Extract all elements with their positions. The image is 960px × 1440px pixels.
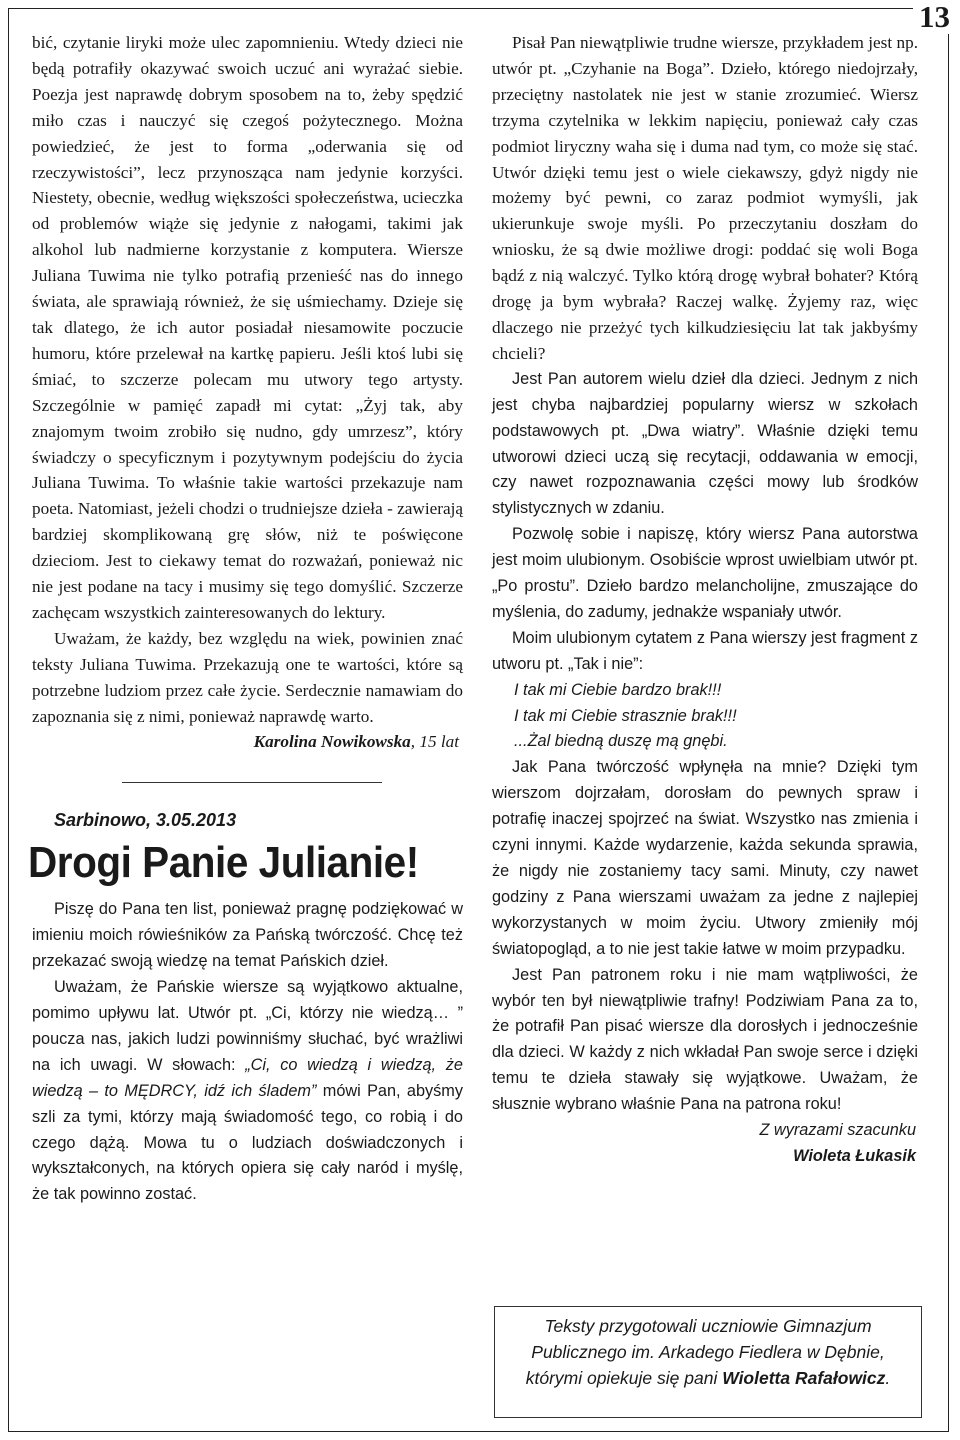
essay-paragraph: Uważam, że każdy, bez względu na wiek, powinien znać teksty Juliana Tuwima. Przekazują one te wartości, które są potrzebne ludziom przez całe życie. Serdecznie namawiam do zapoznania się z nimi, ponieważ naprawdę warto. (32, 628, 463, 726)
essay-author-name: Karolina Nowikowska (253, 732, 411, 752)
quote-line: I tak mi Ciebie strasznie brak!!! (514, 706, 737, 725)
essay-author-age: , 15 lat (410, 732, 459, 752)
essay-paragraph: bić, czytanie liryki może ulec zapomnieniu. Wtedy dzieci nie będą potrafiły okazywać swoich uczuć ani wyrażać siebie. Poezja jest naprawdę dobrym sposobem na to, żeby spędzić miło czas i nauczyć się czegoś pożytecznego. Można powiedzieć, że jest to forma „oderwania się od rzeczywistości”, lecz przynosząca nam jedynie korzyści. Niestety, obecnie, według większości społeczeństwa, ucieczka od problemów wiąże się jedynie z nałogami, takimi jak alkohol lub nadmierne korzystanie z komputera. Wiersze Juliana Tuwima nie tylko potrafią przenieść nas do innego świata, ale sprawiają również, że się uśmiechamy. Dzieje się tak dlatego, że ich autor posiadał niesamowite poczucie humoru, które przelewał na kartkę papieru. Jeśli ktoś lubi się śmiać, to szczerze polecam mu utwory tego artysty. Szczególnie w pamięć zapadł mi cytat: „Żyj tak, aby znajomym twoim zrobiło się nudno, gdy umrzesz”, który świadczy o specyficznym i pozytywnym podejściu do życia Juliana Tuwima. To właśnie takie wartości przekazuje nam poeta. Natomiast, jeżeli chodzi o trudniejsze dzieła - zawierają bardziej skomplikowaną grę słów, niż te poświęcone dzieciom. Jest to ciekawy temat do rozważań, ponieważ nic nie jest podane na tacy i musimy się tego domyślić. Szczerze zachęcam wszystkich zainteresowanych do lektury. (32, 33, 463, 622)
letter-paragraph: Jest Pan patronem roku i nie mam wątpliwości, że wybór ten był niewątpliwie trafny! Podziwiam Pana za to, że potrafił Pan pisać wiersze dla dorosłych i jednocześnie dla dzieci. W każdy z nich wkładał Pan swoje serce i dzięki temu te dzieła stawały się wyjątkowe. Uważam, że słusznie wybrano właśnie Pana na patrona roku! (492, 965, 918, 1114)
credits-box (494, 1306, 922, 1418)
section-divider (122, 782, 382, 783)
left-column (28, 30, 463, 1208)
credits-end: . (885, 1368, 891, 1388)
credits-teacher-name: Wioletta Rafałowicz (722, 1368, 886, 1388)
essay-signature (32, 729, 463, 755)
letter-quote: „Ci, co wiedzą i wiedzą, że wiedzą – to MĘDRCY, idź ich śladem” (32, 1055, 463, 1100)
letter-paragraph (32, 975, 463, 1208)
quote-line: I tak mi Ciebie bardzo brak!!! (514, 680, 722, 699)
letter-date: Sarbinowo, 3.05.2013 (54, 810, 237, 831)
credits-text: Teksty przygotowali uczniowie Gimnazjum Publicznego im. Arkadego Fiedlera w Dębnie, którymi opiekuje się pani (525, 1316, 885, 1388)
letter-paragraph: Moim ulubionym cytatem z Pana wierszy jest fragment z utworu pt. „Tak i nie”: (492, 628, 918, 673)
quote-line: ...Żal biedną duszę mą gnębi. (514, 732, 728, 751)
closing-name: Wioleta Łukasik (793, 1146, 916, 1165)
closing-phrase: Z wyrazami szacunku (759, 1121, 916, 1140)
letter-text: Uważam, że Pańskie wiersze są wyjątkowo aktualne, pomimo upływu lat. Utwór pt. „Ci, którzy nie wiedzą… ” poucza nas, jakich ludzi powinniśmy słuchać, być wrażliwi na ich uwagi. W słowach: (32, 978, 463, 1074)
letter-left-body (32, 897, 463, 1208)
right-column (492, 30, 918, 1170)
essay2-paragraph: Pisał Pan niewątpliwie trudne wiersze, przykładem jest np. utwór pt. „Czyhanie na Boga”. Dzieło, którego niedojrzały, przeciętny nastolatek nie jest w stanie zrozumieć. Wiersz trzyma czytelnika w lekkim napięciu, ponieważ cały czas podmiot liryczny waha się i duma nad tym, co może się stać. Utwór dzięki temu jest o wiele ciekawszy, gdyż nigdy nie możemy być pewni, co zaraz podmiot wymyśli, jak ukierunkuje swoje myśli. Po przeczytaniu doszłam do wniosku, że są dwie możliwe drogi: poddać się woli Boga bądź z nią walczyć. Tylko którą drogę wybrał bohater? Którą drogę ja bym wybrała? Raczej walkę. Żyjemy raz, więc dlaczego nie przeżyć tych kilkudziesięciu lat tak jakbyśmy chcieli? (492, 33, 918, 363)
letter-paragraph: Piszę do Pana ten list, ponieważ pragnę podziękować w imieniu moich rówieśników za Pańską twórczość. Chcę też przekazać swoją wiedzę na temat Pańskich dzieł. (32, 900, 463, 971)
letter-text: mówi Pan, abyśmy szli za tymi, którzy mają świadomość tego, co robią i do czego dążą. Mowa tu o ludziach doświadczonych i wykształconych, na których opiera się cały naród i myślę, że tak powinno zostać. (32, 1081, 463, 1204)
letter-right-body (492, 367, 918, 1170)
letter-paragraph: Jest Pan autorem wielu dzieł dla dzieci. Jednym z nich jest chyba najbardziej popularny wiersz w szkołach podstawowych pt. „Dwa wiatry”. Właśnie dzięki temu utworowi dzieci uczą się recytacji, oddawania w emocji, czy nawet rozpoznawania części mowy lub środków stylistycznych w zdaniu. (492, 369, 918, 518)
letter-paragraph: Pozwolę sobie i napiszę, który wiersz Pana autorstwa jest moim ulubionym. Osobiście wprost uwielbiam utwór pt. „Po prostu”. Dzieło bardzo melancholijne, zmuszające do myślenia, do zadumy, jednakże wspaniały utwór. (492, 525, 918, 621)
letter-paragraph: Jak Pana twórczość wpłynęła na mnie? Dzięki tym wierszom dojrzałam, dorosłam do pewnych spraw i potrafię inaczej spojrzeć na świat. Wszystko nas zmienia i czyni innymi. Każde wydarzenie, każda sekunda sprawia, że nigdy nie zostaniemy tacy sami. Minuty, czy nawet godziny z Pana wierszami uważam za jedne z najlepiej wykorzystanych w moim życiu. Utwory zmieniły mój światopogląd, a to nie jest takie łatwe w moim przypadku. (492, 758, 918, 958)
page-number: 13 (913, 0, 952, 34)
letter-headline: Drogi Panie Julianie! (28, 838, 419, 888)
